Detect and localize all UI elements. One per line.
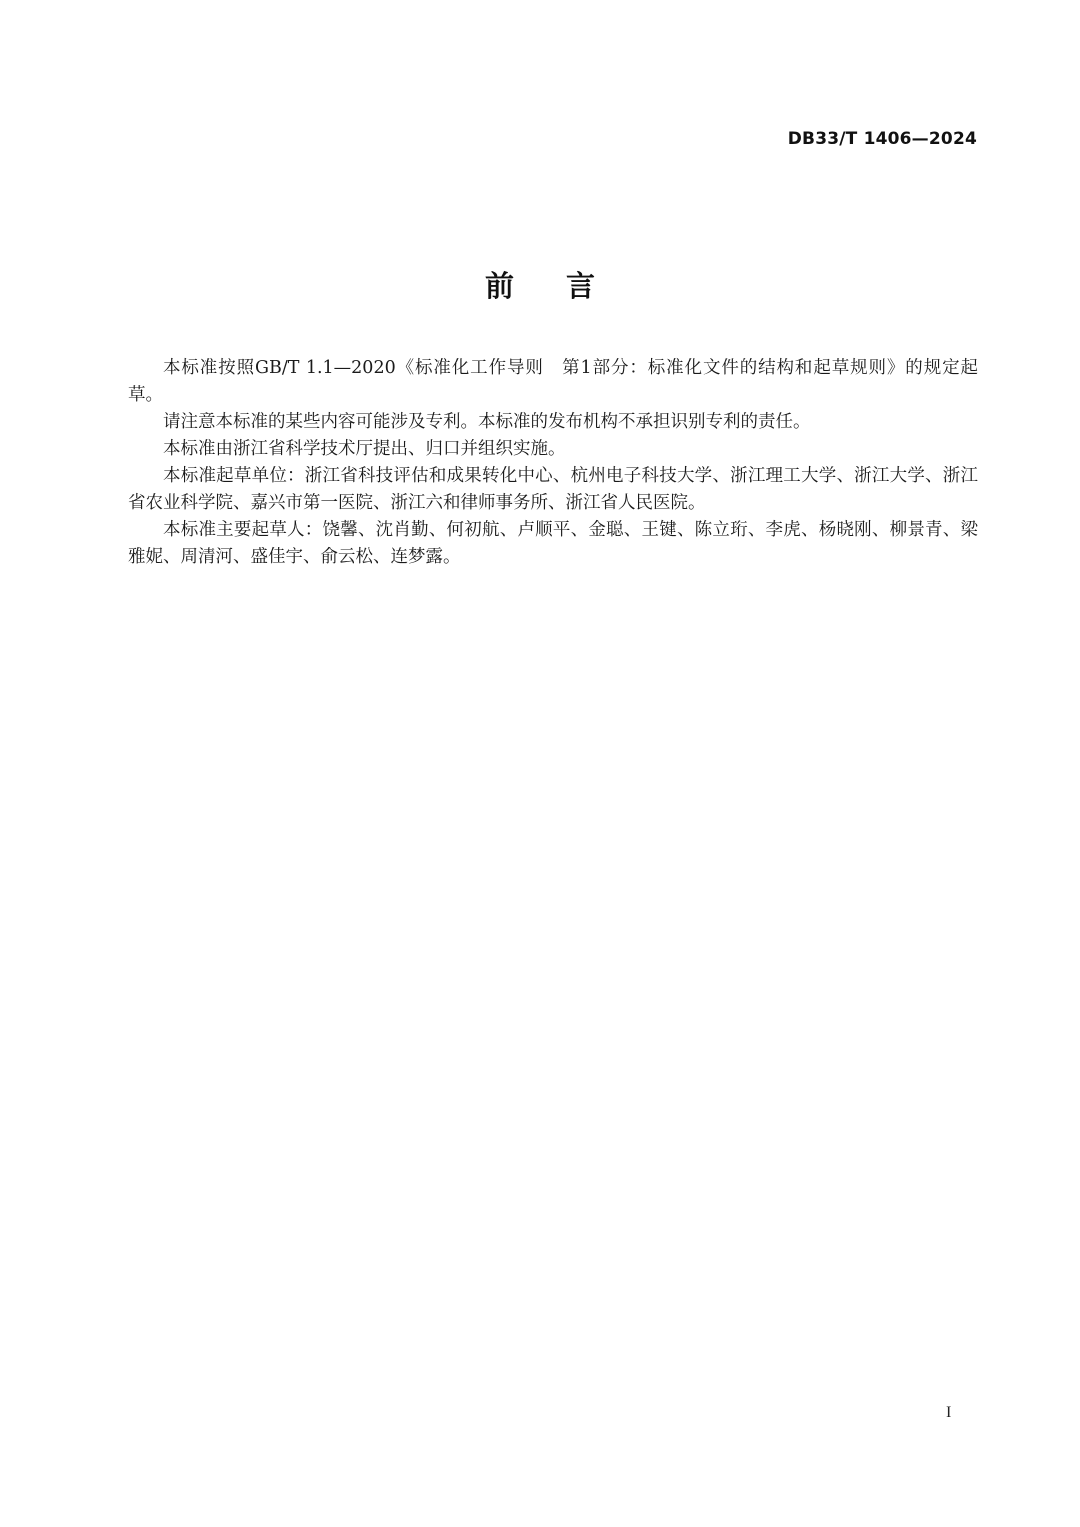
page-number: I [946, 1404, 952, 1421]
paragraph-proposer: 本标准由浙江省科学技术厅提出、归口并组织实施。 [163, 439, 566, 459]
paragraph-drafting-basis: 本标准按照GB/T 1.1—2020《标准化工作导则 第1部分：标准化文件的结构和起草规则》的规定起草。 [128, 358, 978, 405]
paragraph-drafting-units: 本标准起草单位：浙江省科技评估和成果转化中心、杭州电子科技大学、浙江理工大学、浙江大学、浙江省农业科学院、嘉兴市第一医院、浙江六和律师事务所、浙江省人民医院。 [128, 466, 978, 513]
paragraph-drafters: 本标准主要起草人：饶馨、沈肖勤、何初航、卢顺平、金聪、王键、陈立珩、李虎、杨晓刚、柳景青、梁雅妮、周清河、盛佳宇、俞云松、连梦露。 [128, 520, 978, 567]
paragraph-patent-notice: 请注意本标准的某些内容可能涉及专利。本标准的发布机构不承担识别专利的责任。 [163, 412, 811, 432]
page-title: 前言 [484, 269, 647, 303]
document-code: DB33/T 1406—2024 [787, 129, 977, 149]
foreword-body [128, 355, 978, 571]
